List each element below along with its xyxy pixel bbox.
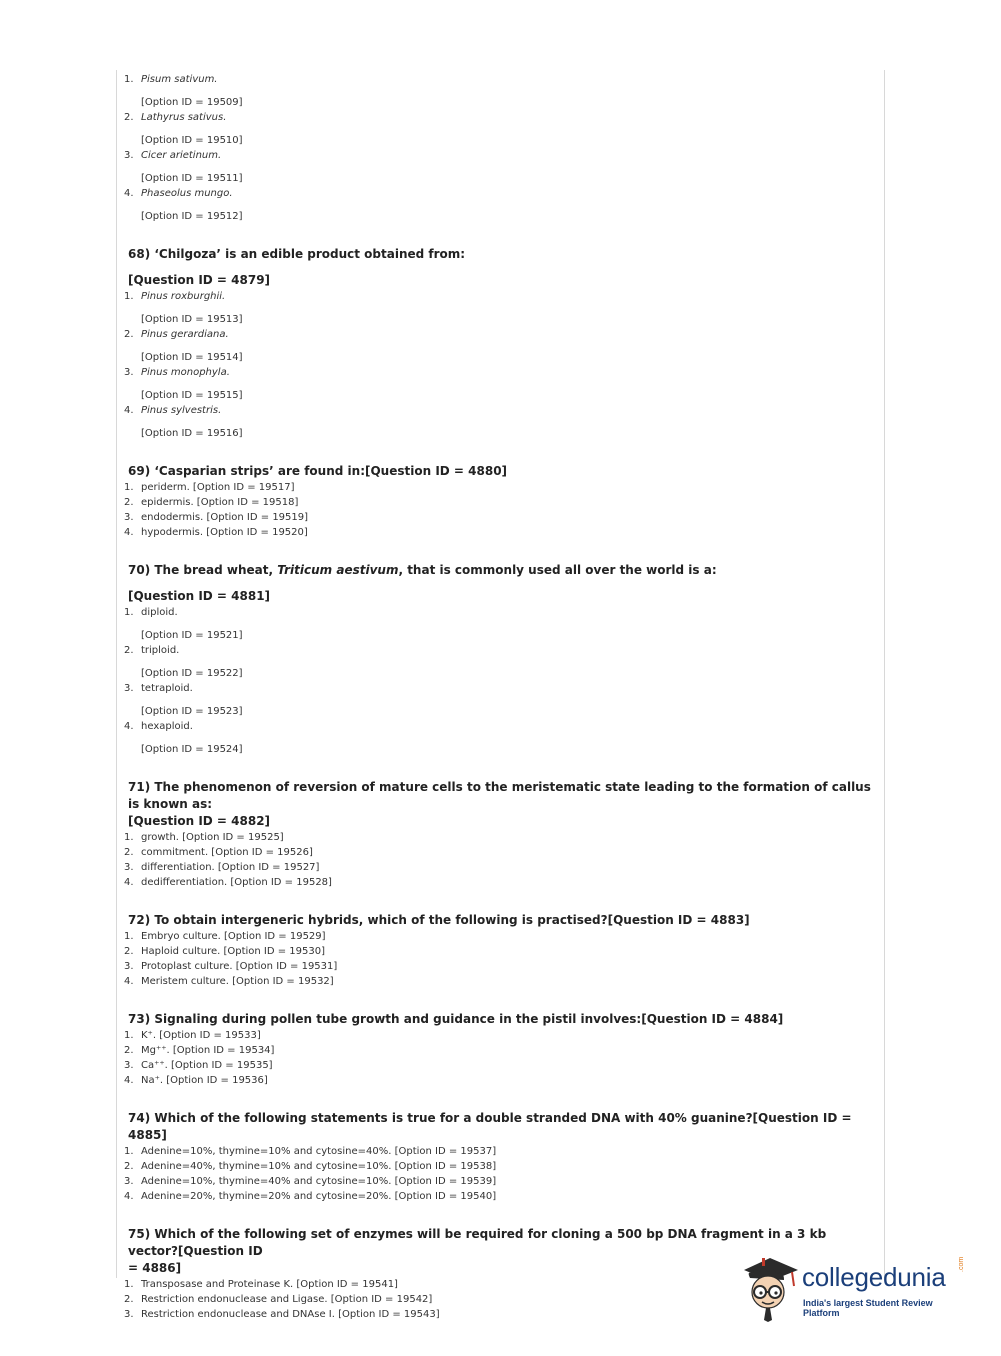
option: 2. Adenine=40%, thymine=10% and cytosine=10%. [Option ID = 19538]	[124, 1161, 497, 1172]
option-id: [Option ID = 19509]	[141, 97, 243, 108]
question-title: 69) ‘Casparian strips’ are found in:[Question ID = 4880]	[128, 464, 508, 478]
question-title: 70) The bread wheat, Triticum aestivum, that is commonly used all over the world is a:	[128, 563, 717, 577]
option: 3. Ca⁺⁺. [Option ID = 19535]	[124, 1060, 273, 1071]
option: 1. Transposase and Proteinase K. [Option ID = 19541]	[124, 1279, 398, 1290]
option-id: [Option ID = 19513]	[141, 314, 243, 325]
left-margin-rule	[116, 70, 117, 1278]
option: 4. Pinus sylvestris.	[124, 405, 222, 416]
option-id: [Option ID = 19515]	[141, 390, 243, 401]
option: 2. commitment. [Option ID = 19526]	[124, 847, 313, 858]
option: 2. Mg⁺⁺. [Option ID = 19534]	[124, 1045, 275, 1056]
question-id: [Question ID = 4881]	[128, 589, 271, 603]
option: 3. Pinus monophyla.	[124, 367, 230, 378]
question-title: 73) Signaling during pollen tube growth and guidance in the pistil involves:[Question ID = 4884]	[128, 1012, 784, 1026]
option: 2. Restriction endonuclease and Ligase. [Option ID = 19542]	[124, 1294, 433, 1305]
option: 3. differentiation. [Option ID = 19527]	[124, 862, 320, 873]
question-id: [Question ID = 4879]	[128, 273, 271, 287]
question-title: 72) To obtain intergeneric hybrids, which of the following is practised?[Question ID = 4883]	[128, 913, 750, 927]
option: 4. Meristem culture. [Option ID = 19532]	[124, 976, 334, 987]
collegedunia-logo[interactable]	[740, 1248, 970, 1322]
option: 3. tetraploid.	[124, 683, 193, 694]
question-title: 74) Which of the following statements is true for a double stranded DNA with 40% guanine?[Question ID = 4885]	[128, 1111, 852, 1142]
option: 4. Adenine=20%, thymine=20% and cytosine=20%. [Option ID = 19540]	[124, 1191, 497, 1202]
option: 4. Na⁺. [Option ID = 19536]	[124, 1075, 268, 1086]
question-title-continued: = 4886]	[128, 1261, 182, 1275]
option-id: [Option ID = 19514]	[141, 352, 243, 363]
option: 2. Lathyrus sativus.	[124, 112, 227, 123]
question-74	[124, 1110, 876, 1204]
option: 3. endodermis. [Option ID = 19519]	[124, 512, 309, 523]
option: 3. Cicer arietinum.	[124, 150, 222, 161]
question-content	[124, 72, 876, 1322]
option-id: [Option ID = 19516]	[141, 428, 243, 439]
option: 1. Embryo culture. [Option ID = 19529]	[124, 931, 326, 942]
option: 3. Restriction endonuclease and DNAse I. [Option ID = 19543]	[124, 1309, 440, 1320]
option: 2. epidermis. [Option ID = 19518]	[124, 497, 299, 508]
question-title: 68) ‘Chilgoza’ is an edible product obtained from:	[128, 247, 466, 261]
option: 4. hexaploid.	[124, 721, 193, 732]
question-68	[124, 246, 876, 441]
question-70	[124, 562, 876, 757]
option: 1. growth. [Option ID = 19525]	[124, 832, 284, 843]
option: 1. Pinus roxburghii.	[124, 291, 226, 302]
logo-name: collegedunia	[802, 1262, 946, 1292]
option: 1. Pisum sativum.	[124, 74, 218, 85]
option: 1. diploid.	[124, 607, 178, 618]
question-72	[124, 912, 876, 989]
question-71	[124, 779, 876, 890]
option-id: [Option ID = 19511]	[141, 173, 243, 184]
option: 1. Adenine=10%, thymine=10% and cytosine=40%. [Option ID = 19537]	[124, 1146, 497, 1157]
option: 4. hypodermis. [Option ID = 19520]	[124, 527, 308, 538]
option-id: [Option ID = 19512]	[141, 211, 243, 222]
option: 1. K⁺. [Option ID = 19533]	[124, 1030, 261, 1041]
question-title: 71) The phenomenon of reversion of mature cells to the meristematic state leading to the formation of callus is known as:	[128, 780, 871, 811]
option: 2. Pinus gerardiana.	[124, 329, 229, 340]
option-id: [Option ID = 19521]	[141, 630, 243, 641]
logo-suffix: .com	[958, 1256, 965, 1272]
option-id: [Option ID = 19524]	[141, 744, 243, 755]
question-67-options	[124, 72, 876, 224]
option: 3. Protoplast culture. [Option ID = 19531]	[124, 961, 338, 972]
logo-tagline: India's largest Student Review Platform	[803, 1298, 933, 1318]
option: 3. Adenine=10%, thymine=40% and cytosine=10%. [Option ID = 19539]	[124, 1176, 497, 1187]
option: 4. Phaseolus mungo.	[124, 188, 233, 199]
right-margin-rule	[884, 70, 885, 1278]
option-id: [Option ID = 19510]	[141, 135, 243, 146]
option-id: [Option ID = 19522]	[141, 668, 243, 679]
option: 4. dedifferentiation. [Option ID = 19528]	[124, 877, 332, 888]
mascot-icon	[740, 1248, 802, 1322]
option: 2. triploid.	[124, 645, 180, 656]
option: 2. Haploid culture. [Option ID = 19530]	[124, 946, 326, 957]
question-id: [Question ID = 4882]	[128, 814, 271, 828]
question-69	[124, 463, 876, 540]
option-id: [Option ID = 19523]	[141, 706, 243, 717]
question-73	[124, 1011, 876, 1088]
question-title: 75) Which of the following set of enzymes will be required for cloning a 500 bp DNA fragment in a 3 kb vector?[Question ID	[128, 1227, 827, 1258]
option: 1. periderm. [Option ID = 19517]	[124, 482, 295, 493]
